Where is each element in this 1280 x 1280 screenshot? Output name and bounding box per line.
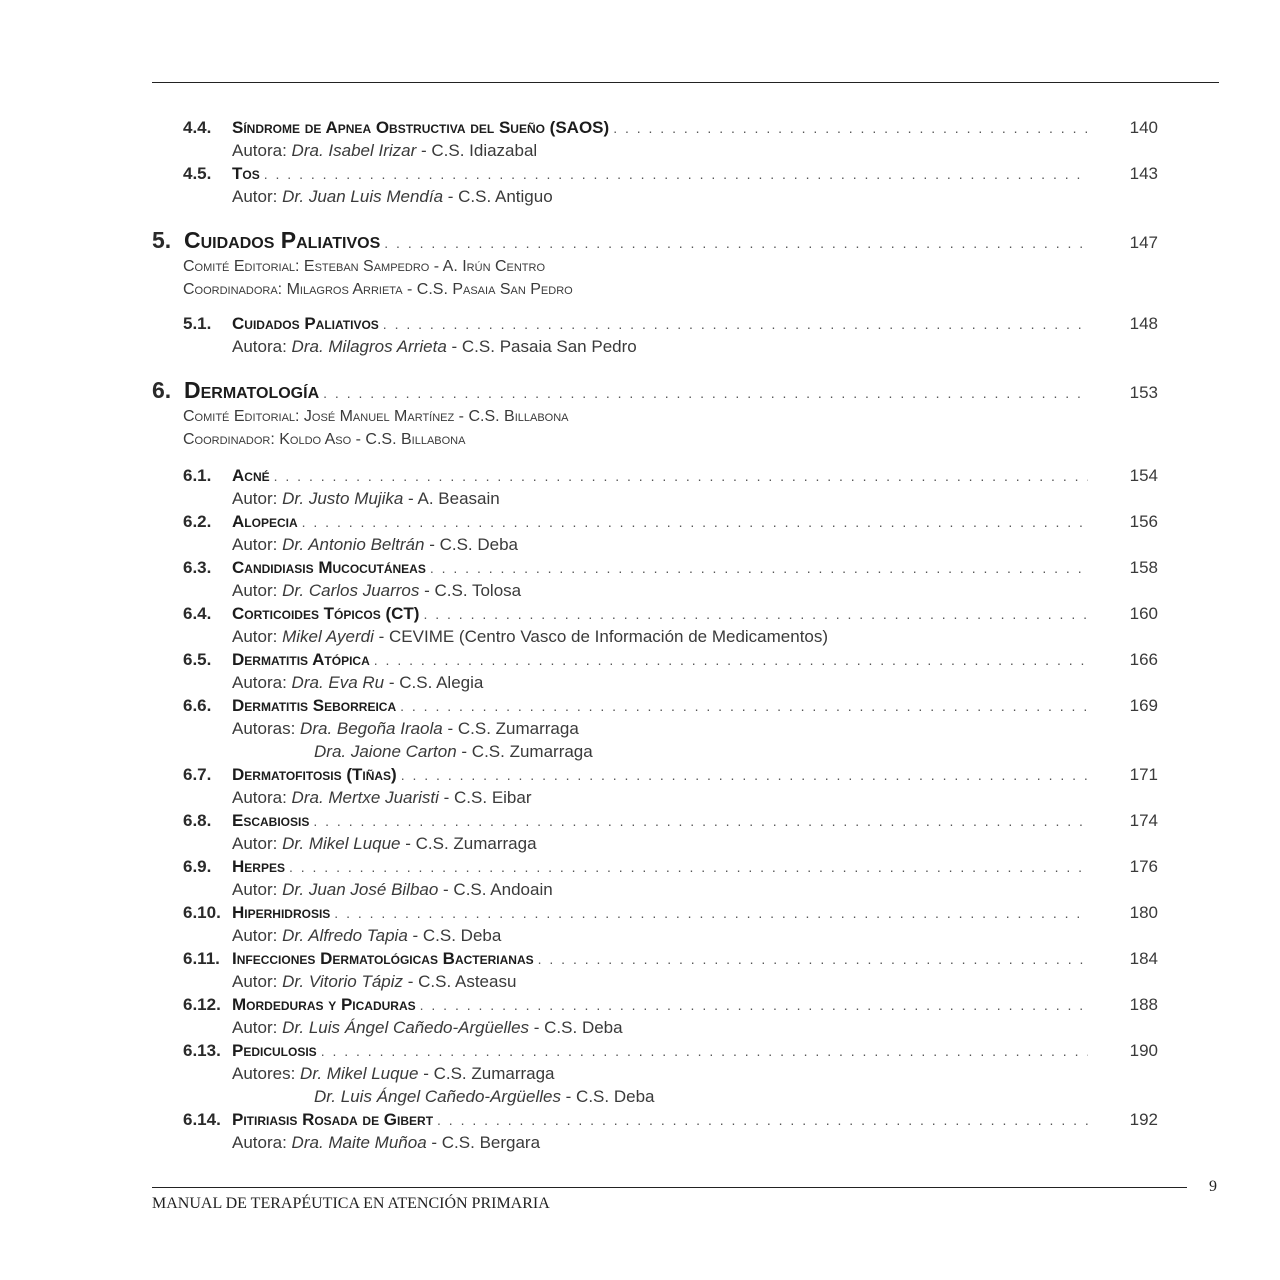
entry-page: 180 xyxy=(1129,903,1158,922)
entry-title: Herpes xyxy=(232,857,285,876)
entry-page: 154 xyxy=(1129,466,1158,485)
entry-page: 176 xyxy=(1129,857,1158,876)
entry-title: Candidiasis Mucocutáneas xyxy=(232,558,426,577)
entry-title: Cuidados Paliativos xyxy=(232,314,379,333)
entry-number: 5.1. xyxy=(183,314,212,333)
entry-number: 4.4. xyxy=(183,118,212,137)
entry-page: 174 xyxy=(1129,811,1158,830)
entry-author: Autor: Dr. Vitorio Tápiz - C.S. Asteasu xyxy=(232,972,517,991)
entry-author: Autor: Dr. Juan Luis Mendía - C.S. Antiguo xyxy=(232,187,553,206)
toc-entry[interactable] xyxy=(183,993,1158,1016)
entry-page: 188 xyxy=(1129,995,1158,1014)
footer-title: MANUAL DE TERAPÉUTICA EN ATENCIÓN PRIMARIA xyxy=(152,1195,550,1212)
top-rule xyxy=(152,82,1219,83)
entry-number: 6.7. xyxy=(183,765,212,784)
entry-page: 169 xyxy=(1129,696,1158,715)
entry-title: Corticoides Tópicos (CT) xyxy=(232,604,420,623)
entry-number: 6.14. xyxy=(183,1110,221,1129)
entry-number: 6.10. xyxy=(183,903,221,922)
bottom-rule xyxy=(152,1187,1187,1188)
entry-page: 140 xyxy=(1129,118,1158,137)
entry-author: Autores: Dr. Mikel Luque - C.S. Zumarraga xyxy=(232,1064,555,1083)
chapter-title: Dermatología xyxy=(184,377,320,403)
chapter-page: 147 xyxy=(1129,233,1158,252)
toc-entry[interactable] xyxy=(183,763,1158,786)
dot-leader xyxy=(264,163,1088,186)
chapter-committee: Comité Editorial: José Manuel Martínez - C.S. Billabona xyxy=(183,408,569,425)
entry-number: 6.3. xyxy=(183,558,212,577)
toc-chapter[interactable] xyxy=(152,225,1158,255)
entry-author: Autor: Dr. Luis Ángel Cañedo-Argüelles - C.S. Deba xyxy=(232,1018,623,1037)
entry-author: Autor: Dr. Justo Mujika - A. Beasain xyxy=(232,489,500,508)
entry-title: Infecciones Dermatológicas Bacterianas xyxy=(232,949,534,968)
entry-author: Autora: Dra. Eva Ru - C.S. Alegia xyxy=(232,673,484,692)
entry-page: 190 xyxy=(1129,1041,1158,1060)
entry-title: Pitiriasis Rosada de Gibert xyxy=(232,1110,434,1129)
chapter-coordinator: Coordinador: Koldo Aso - C.S. Billabona xyxy=(183,431,466,448)
entry-author: Dra. Jaione Carton - C.S. Zumarraga xyxy=(314,742,593,761)
entry-title: Pediculosis xyxy=(232,1041,317,1060)
dot-leader xyxy=(538,948,1088,971)
entry-page: 184 xyxy=(1129,949,1158,968)
entry-title: Acné xyxy=(232,466,270,485)
entry-number: 6.8. xyxy=(183,811,212,830)
entry-title: Mordeduras y Picaduras xyxy=(232,995,416,1014)
entry-title: Escabiosis xyxy=(232,811,310,830)
chapter-coordinator: Coordinadora: Milagros Arrieta - C.S. Pasaia San Pedro xyxy=(183,281,573,298)
entry-page: 171 xyxy=(1129,765,1158,784)
entry-author: Autor: Dr. Juan José Bilbao - C.S. Andoain xyxy=(232,880,553,899)
dot-leader xyxy=(437,1109,1088,1132)
entry-number: 6.1. xyxy=(183,466,212,485)
toc-entry[interactable] xyxy=(183,312,1158,335)
chapter-title: Cuidados Paliativos xyxy=(184,227,381,253)
dot-leader xyxy=(374,649,1088,672)
entry-title: Tos xyxy=(232,164,260,183)
entry-author: Autor: Dr. Alfredo Tapia - C.S. Deba xyxy=(232,926,502,945)
dot-leader xyxy=(420,994,1088,1017)
entry-page: 148 xyxy=(1129,314,1158,333)
page-number: 9 xyxy=(1209,1178,1217,1195)
entry-number: 6.4. xyxy=(183,604,212,623)
entry-page: 166 xyxy=(1129,650,1158,669)
dot-leader xyxy=(323,378,1088,408)
entry-number: 6.2. xyxy=(183,512,212,531)
entry-author: Autor: Dr. Antonio Beltrán - C.S. Deba xyxy=(232,535,519,554)
dot-leader xyxy=(313,810,1088,833)
entry-author: Autoras: Dra. Begoña Iraola - C.S. Zumarraga xyxy=(232,719,579,738)
entry-number: 6.6. xyxy=(183,696,212,715)
dot-leader xyxy=(289,856,1088,879)
entry-page: 160 xyxy=(1129,604,1158,623)
entry-title: Alopecia xyxy=(232,512,298,531)
entry-page: 192 xyxy=(1129,1110,1158,1129)
entry-author: Autora: Dra. Maite Muñoa - C.S. Bergara xyxy=(232,1133,541,1152)
toc-chapter[interactable] xyxy=(152,375,1158,405)
toc-entry[interactable] xyxy=(183,556,1158,579)
table-of-contents xyxy=(152,116,1158,1154)
dot-leader xyxy=(334,902,1088,925)
dot-leader xyxy=(430,557,1088,580)
entry-author: Autora: Dra. Mertxe Juaristi - C.S. Eibar xyxy=(232,788,532,807)
toc-entry[interactable] xyxy=(183,1108,1158,1131)
toc-entry[interactable] xyxy=(183,694,1158,717)
toc-entry[interactable] xyxy=(183,464,1158,487)
dot-leader xyxy=(274,465,1088,488)
dot-leader xyxy=(321,1040,1088,1063)
entry-number: 6.5. xyxy=(183,650,212,669)
entry-page: 158 xyxy=(1129,558,1158,577)
entry-page: 156 xyxy=(1129,512,1158,531)
chapter-page: 153 xyxy=(1129,383,1158,402)
entry-number: 6.11. xyxy=(183,949,220,968)
entry-title: Dermatitis Seborreica xyxy=(232,696,397,715)
entry-author: Autora: Dra. Milagros Arrieta - C.S. Pasaia San Pedro xyxy=(232,337,637,356)
entry-number: 6.9. xyxy=(183,857,212,876)
entry-author: Autor: Dr. Carlos Juarros - C.S. Tolosa xyxy=(232,581,522,600)
entry-author: Autor: Mikel Ayerdi - CEVIME (Centro Vasco de Información de Medicamentos) xyxy=(232,627,829,646)
toc-entry[interactable] xyxy=(183,809,1158,832)
toc-entry[interactable] xyxy=(183,1039,1158,1062)
dot-leader xyxy=(384,228,1088,258)
entry-number: 6.12. xyxy=(183,995,221,1014)
toc-entry[interactable] xyxy=(183,855,1158,878)
toc-entry[interactable] xyxy=(183,947,1158,970)
entry-author: Dr. Luis Ángel Cañedo-Argüelles - C.S. Deba xyxy=(314,1087,655,1106)
toc-entry[interactable] xyxy=(183,901,1158,924)
entry-number: 4.5. xyxy=(183,164,212,183)
toc-entry[interactable] xyxy=(183,510,1158,533)
entry-title: Dermatofitosis (Tiñas) xyxy=(232,765,397,784)
entry-author: Autor: Dr. Mikel Luque - C.S. Zumarraga xyxy=(232,834,537,853)
entry-title: Hiperhidrosis xyxy=(232,903,331,922)
entry-number: 6.13. xyxy=(183,1041,221,1060)
entry-page: 143 xyxy=(1129,164,1158,183)
toc-entry[interactable] xyxy=(183,602,1158,625)
dot-leader xyxy=(401,764,1088,787)
entry-author: Autora: Dra. Isabel Irizar - C.S. Idiazabal xyxy=(232,141,538,160)
dot-leader xyxy=(400,695,1088,718)
toc-entry[interactable] xyxy=(183,162,1158,185)
dot-leader xyxy=(302,511,1088,534)
chapter-number: 5. xyxy=(152,227,172,253)
dot-leader xyxy=(383,313,1088,336)
dot-leader xyxy=(423,603,1088,626)
entry-title: Dermatitis Atópica xyxy=(232,650,370,669)
toc-entry[interactable] xyxy=(183,116,1158,139)
dot-leader xyxy=(613,117,1088,140)
chapter-committee: Comité Editorial: Esteban Sampedro - A. Irún Centro xyxy=(183,258,546,275)
toc-entry[interactable] xyxy=(183,648,1158,671)
entry-title: Síndrome de Apnea Obstructiva del Sueño (SAOS) xyxy=(232,118,610,137)
chapter-number: 6. xyxy=(152,377,172,403)
